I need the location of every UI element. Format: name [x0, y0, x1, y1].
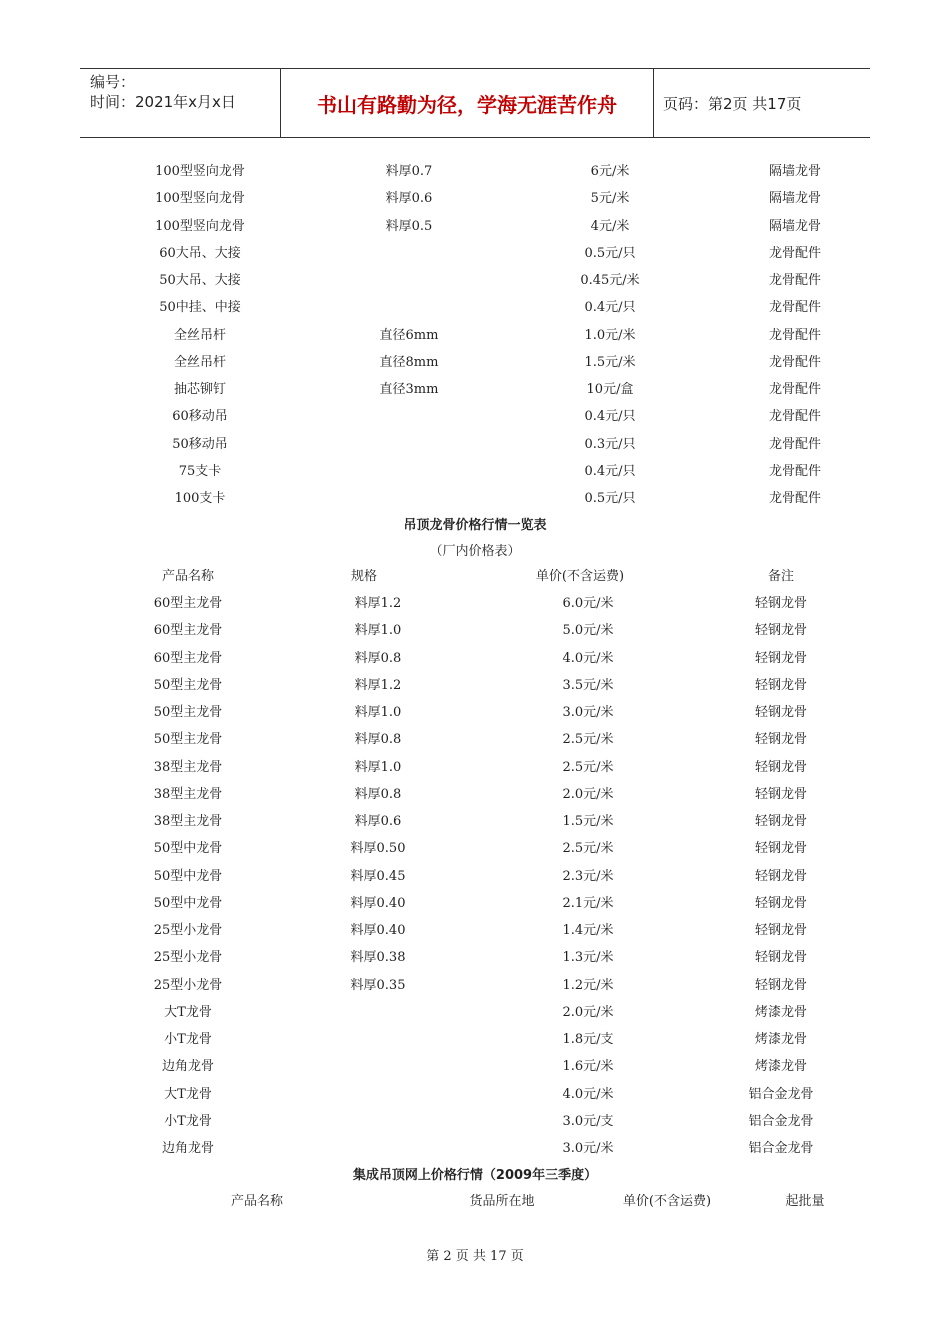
cell-name: 60大吊、大接: [159, 245, 241, 261]
table-row: [0, 267, 950, 294]
table2-header-name: 产品名称: [161, 569, 215, 584]
cell-note: 轻钢龙骨: [754, 923, 808, 938]
cell-name: 25型小龙骨: [153, 977, 223, 993]
cell-note: 铝合金龙骨: [748, 1086, 814, 1102]
cell-note: 龙骨配件: [768, 382, 822, 397]
cell-price: 1.2元/米: [562, 977, 614, 993]
cell-name: 小T龙骨: [164, 1113, 212, 1129]
table2-header-row: [0, 563, 950, 590]
cell-spec: 料厚0.40: [350, 895, 406, 911]
cell-spec: 料厚1.0: [354, 705, 402, 720]
cell-name: 全丝吊杆: [173, 354, 227, 370]
table-row: [0, 485, 950, 512]
cell-price: 1.3元/米: [562, 950, 614, 966]
header-motto: 书山有路勤为径，学海无涯苦作舟: [281, 69, 654, 137]
cell-price: 3.0元/支: [562, 1113, 614, 1129]
cell-spec: 料厚0.8: [354, 650, 402, 666]
header-page-info: 页码：第2页 共17页: [663, 94, 802, 113]
cell-spec: 直径3mm: [379, 382, 439, 397]
cell-note: 铝合金龙骨: [748, 1113, 814, 1129]
cell-name: 38型主龙骨: [153, 786, 223, 802]
table2-header-price: 单价(不含运费): [535, 569, 625, 584]
cell-spec: 料厚0.5: [385, 218, 433, 234]
table-row: [0, 944, 950, 971]
cell-note: 龙骨配件: [768, 354, 822, 370]
cell-price: 5元/米: [590, 191, 630, 207]
cell-name: 50型中龙骨: [153, 841, 223, 857]
cell-price: 2.1元/米: [562, 895, 614, 911]
cell-name: 大T龙骨: [164, 1004, 212, 1020]
cell-note: 隔墙龙骨: [768, 164, 822, 179]
cell-name: 100型竖向龙骨: [155, 191, 245, 207]
table-row: [0, 726, 950, 753]
cell-spec: 料厚0.6: [385, 191, 433, 207]
cell-name: 50移动吊: [172, 436, 228, 452]
cell-name: 60型主龙骨: [153, 596, 223, 611]
cell-price: 0.5元/只: [584, 491, 636, 506]
cell-spec: 料厚0.40: [350, 923, 406, 938]
time-label: 时间：2021年x月x日: [90, 93, 236, 111]
cell-note: 轻钢龙骨: [754, 950, 808, 966]
table-row: [0, 754, 950, 781]
cell-name: 100支卡: [174, 491, 226, 506]
cell-spec: 直径8mm: [379, 354, 439, 370]
cell-note: 龙骨配件: [768, 300, 822, 316]
cell-spec: 料厚0.38: [350, 950, 406, 966]
cell-price: 4.0元/米: [562, 650, 614, 666]
cell-price: 0.4元/只: [584, 409, 636, 425]
cell-name: 抽芯铆钉: [173, 382, 227, 397]
cell-note: 轻钢龙骨: [754, 596, 808, 611]
table-row: [0, 1026, 950, 1053]
cell-note: 铝合金龙骨: [748, 1141, 814, 1156]
table-row: [0, 808, 950, 835]
cell-price: 4.0元/米: [562, 1086, 614, 1102]
table2-subtitle: （厂内价格表）: [429, 544, 521, 559]
cell-price: 0.4元/只: [584, 300, 636, 316]
table-row: [0, 590, 950, 617]
cell-price: 10元/盒: [586, 382, 634, 397]
cell-note: 隔墙龙骨: [768, 191, 822, 207]
cell-name: 50大吊、大接: [159, 273, 241, 288]
cell-name: 38型主龙骨: [153, 814, 223, 829]
cell-price: 2.0元/米: [562, 786, 614, 802]
cell-name: 50型主龙骨: [153, 705, 223, 720]
table-row: [0, 240, 950, 267]
cell-spec: 料厚1.2: [354, 596, 402, 611]
cell-spec: 直径6mm: [379, 327, 439, 343]
table-row: [0, 699, 950, 726]
cell-name: 60移动吊: [172, 409, 228, 425]
page-footer: 第 2 页 共 17 页: [426, 1249, 524, 1264]
table-row: [0, 322, 950, 349]
cell-spec: 料厚0.50: [350, 841, 406, 857]
cell-name: 小T龙骨: [164, 1032, 212, 1047]
page-header: [80, 68, 870, 138]
cell-note: 烤漆龙骨: [754, 1059, 808, 1075]
table-row: [0, 617, 950, 644]
table-row: [0, 1053, 950, 1080]
table-row: [0, 1135, 950, 1162]
cell-name: 边角龙骨: [161, 1141, 215, 1156]
cell-price: 2.5元/米: [562, 841, 614, 857]
cell-name: 50型中龙骨: [153, 895, 223, 911]
cell-price: 3.0元/米: [562, 1141, 614, 1156]
cell-name: 全丝吊杆: [173, 327, 227, 343]
cell-name: 50中挂、中接: [159, 300, 241, 316]
table-row: [0, 1108, 950, 1135]
cell-name: 50型中龙骨: [153, 868, 223, 884]
cell-note: 轻钢龙骨: [754, 895, 808, 911]
cell-note: 烤漆龙骨: [754, 1004, 808, 1020]
cell-price: 2.5元/米: [562, 732, 614, 748]
cell-price: 4元/米: [590, 218, 630, 234]
table2-title: 吊顶龙骨价格行情一览表: [403, 518, 547, 533]
cell-name: 60型主龙骨: [153, 623, 223, 639]
cell-note: 隔墙龙骨: [768, 218, 822, 234]
cell-name: 25型小龙骨: [153, 923, 223, 938]
cell-spec: 料厚1.2: [354, 677, 402, 693]
cell-price: 1.6元/米: [562, 1059, 614, 1075]
cell-spec: 料厚0.8: [354, 732, 402, 748]
table-row: [0, 781, 950, 808]
cell-name: 25型小龙骨: [153, 950, 223, 966]
table-row: [0, 999, 950, 1026]
table-row: [0, 376, 950, 403]
cell-note: 龙骨配件: [768, 245, 822, 261]
table3-header-name: 产品名称: [230, 1194, 284, 1209]
table-row: [0, 403, 950, 430]
table-row: [0, 863, 950, 890]
cell-price: 6.0元/米: [562, 596, 614, 611]
cell-name: 边角龙骨: [161, 1059, 215, 1075]
cell-note: 轻钢龙骨: [754, 677, 808, 693]
cell-spec: 料厚0.8: [354, 786, 402, 802]
table-row: [0, 672, 950, 699]
table-row: [0, 294, 950, 321]
table-row: [0, 185, 950, 212]
cell-note: 轻钢龙骨: [754, 623, 808, 639]
cell-price: 1.8元/支: [562, 1032, 614, 1047]
cell-name: 50型主龙骨: [153, 732, 223, 748]
cell-note: 轻钢龙骨: [754, 786, 808, 802]
table-row: [0, 645, 950, 672]
cell-note: 龙骨配件: [768, 327, 822, 343]
table-row: [0, 431, 950, 458]
cell-note: 轻钢龙骨: [754, 705, 808, 720]
cell-spec: 料厚1.0: [354, 759, 402, 775]
cell-note: 轻钢龙骨: [754, 868, 808, 884]
cell-spec: 料厚0.6: [354, 814, 402, 829]
cell-price: 6元/米: [590, 164, 630, 179]
table2-header-note: 备注: [767, 569, 795, 584]
cell-note: 轻钢龙骨: [754, 759, 808, 775]
cell-price: 2.3元/米: [562, 868, 614, 884]
cell-price: 3.0元/米: [562, 705, 614, 720]
cell-spec: 料厚1.0: [354, 623, 402, 639]
cell-note: 龙骨配件: [768, 491, 822, 506]
cell-price: 1.0元/米: [584, 327, 636, 343]
cell-price: 0.45元/米: [580, 273, 640, 288]
cell-price: 1.4元/米: [562, 923, 614, 938]
cell-note: 龙骨配件: [768, 409, 822, 425]
header-meta: [80, 69, 281, 137]
cell-note: 轻钢龙骨: [754, 732, 808, 748]
cell-name: 60型主龙骨: [153, 650, 223, 666]
table3-header-moq: 起批量: [785, 1194, 825, 1209]
cell-spec: 料厚0.35: [350, 977, 406, 993]
cell-note: 龙骨配件: [768, 436, 822, 452]
cell-price: 2.5元/米: [562, 759, 614, 775]
code-label: 编号：: [90, 73, 136, 91]
cell-price: 0.4元/只: [584, 463, 636, 479]
cell-price: 0.3元/只: [584, 436, 636, 452]
cell-spec: 料厚0.45: [350, 868, 406, 884]
cell-name: 75支卡: [178, 463, 222, 479]
cell-name: 38型主龙骨: [153, 759, 223, 775]
cell-note: 轻钢龙骨: [754, 841, 808, 857]
cell-name: 50型主龙骨: [153, 677, 223, 693]
cell-price: 2.0元/米: [562, 1004, 614, 1020]
cell-spec: 料厚0.7: [385, 164, 433, 179]
cell-price: 3.5元/米: [562, 677, 614, 693]
table3-header-row: [0, 1188, 950, 1215]
cell-price: 5.0元/米: [562, 623, 614, 639]
cell-price: 1.5元/米: [562, 814, 614, 829]
table-row: [0, 890, 950, 917]
cell-name: 大T龙骨: [164, 1086, 212, 1102]
table-row: [0, 158, 950, 185]
cell-price: 0.5元/只: [584, 245, 636, 261]
table-row: [0, 835, 950, 862]
table-row: [0, 1081, 950, 1108]
table3-header-price: 单价(不含运费): [622, 1194, 712, 1209]
table-row: [0, 458, 950, 485]
table3-header-location: 货品所在地: [469, 1194, 535, 1209]
cell-note: 龙骨配件: [768, 273, 822, 288]
table-row: [0, 917, 950, 944]
table-row: [0, 213, 950, 240]
cell-note: 轻钢龙骨: [754, 650, 808, 666]
cell-price: 1.5元/米: [584, 354, 636, 370]
cell-note: 龙骨配件: [768, 463, 822, 479]
table-row: [0, 972, 950, 999]
cell-note: 轻钢龙骨: [754, 977, 808, 993]
table3-title: 集成吊顶网上价格行情（2009年三季度）: [352, 1168, 598, 1183]
cell-note: 轻钢龙骨: [754, 814, 808, 829]
table2-header-spec: 规格: [350, 569, 378, 584]
table-row: [0, 349, 950, 376]
cell-note: 烤漆龙骨: [754, 1032, 808, 1047]
cell-name: 100型竖向龙骨: [155, 164, 245, 179]
cell-name: 100型竖向龙骨: [155, 218, 245, 234]
